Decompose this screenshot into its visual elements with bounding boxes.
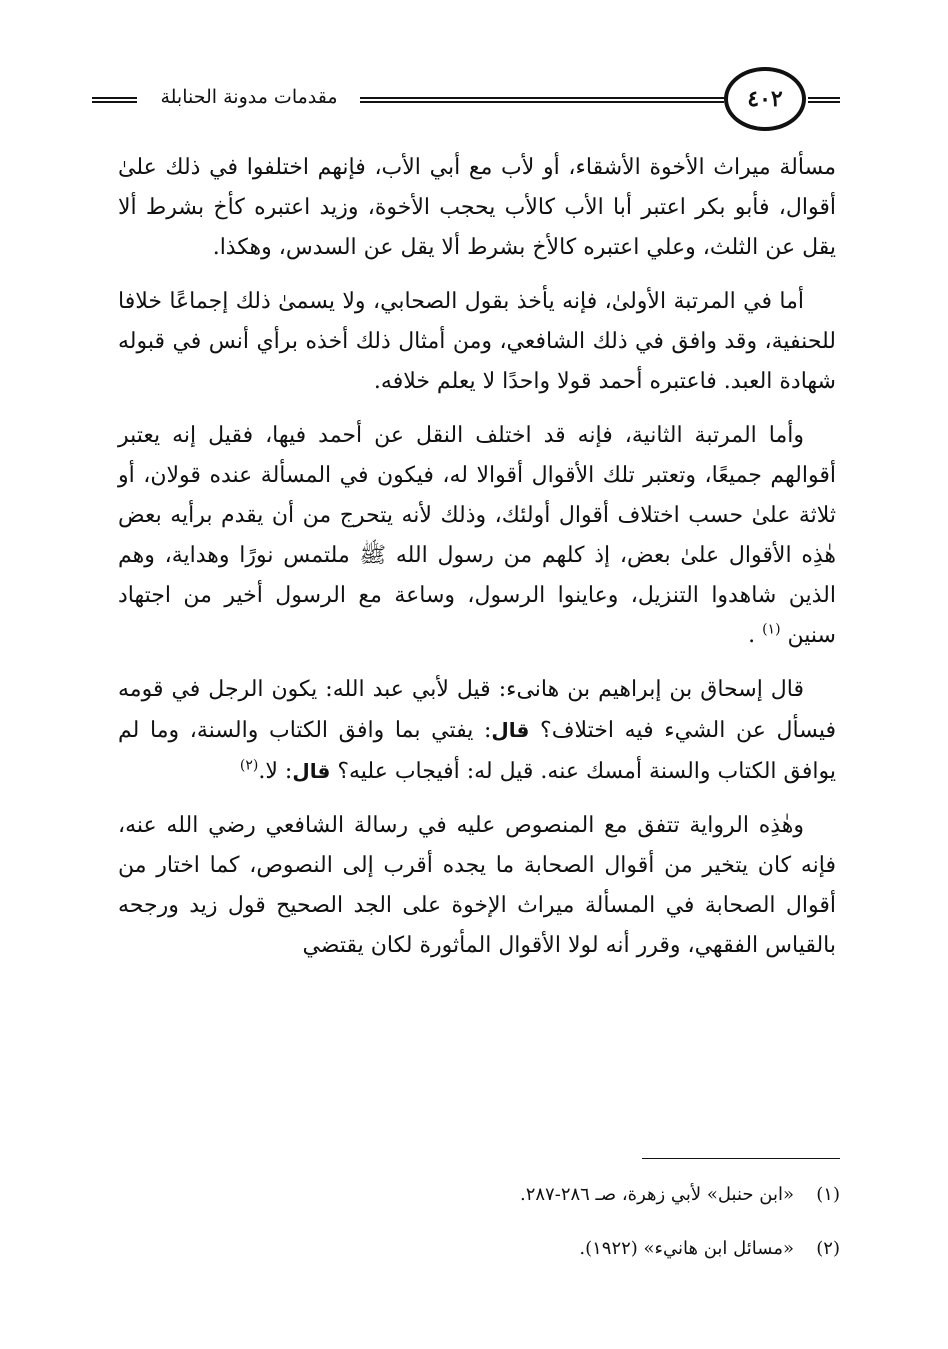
paragraph-4-text: قال إسحاق بن إبراهيم بن هانىء: قيل لأبي عبد الله: يكون الرجل في قومه فيسأل عن الشيء فيه اختلاف؟ bbox=[118, 677, 836, 743]
footnotes bbox=[118, 1168, 840, 1276]
paragraph-4-mid: : يفتي بما وافق الكتاب والسنة، وما لم يوافق الكتاب والسنة أمسك عنه. قيل له: أفيجاب عليه؟ bbox=[118, 718, 836, 784]
qal-2: قال bbox=[292, 759, 331, 783]
footnote-ref-1: (١) bbox=[762, 621, 781, 638]
paragraph-5: وهٰذِه الرواية تتفق مع المنصوص عليه في رسالة الشافعي رضي الله عنه، فإنه كان يتخير من أقوال الصحابة ما يجده أقرب إلى النصوص، كما اختار من أقوال الصحابة في المسألة ميراث الإخوة على الجد الصحيح قول زيد ورجحه بالقياس الفقهي، وقرر أنه لولا الأقوال المأثورة لكان يقتضي bbox=[118, 813, 836, 958]
footnote-separator bbox=[642, 1158, 840, 1159]
paragraph-1: مسألة ميراث الأخوة الأشقاء، أو لأب مع أبي الأب، فإنهم اختلفوا في ذلك علىٰ أقوال، فأبو بكر اعتبر أبا الأب كالأب يحجب الأخوة، وزيد اعتبره كأخ بشرط ألا يقل عن الثلث، وعلي اعتبره كالأخ بشرط ألا يقل عن السدس، وهكذا. bbox=[118, 155, 836, 260]
paragraph-3 bbox=[118, 416, 836, 656]
paragraph-4 bbox=[118, 670, 836, 792]
page-number: ٤٠٢ bbox=[724, 67, 806, 131]
main-text bbox=[118, 148, 836, 980]
header-rule-right bbox=[808, 97, 840, 103]
header-rule-middle bbox=[360, 97, 724, 103]
running-header bbox=[92, 60, 844, 140]
footnote-1 bbox=[118, 1168, 840, 1222]
paragraph-3-end: . bbox=[748, 623, 756, 648]
header-rule-left bbox=[92, 97, 137, 103]
paragraph-4-end: : لا. bbox=[258, 759, 293, 784]
footnote-2-text: «مسائل ابن هانيء» (١٩٢٢). bbox=[579, 1238, 794, 1259]
footnote-ref-2: (٢) bbox=[239, 757, 259, 774]
footnote-2-number: (٢) bbox=[816, 1238, 840, 1259]
paragraph-2: أما في المرتبة الأولىٰ، فإنه يأخذ بقول الصحابي، ولا يسمىٰ ذلك إجماعًا خلافا للحنفية، وقد وافق في ذلك الشافعي، ومن أمثال ذلك أخذه برأي أنس في قبوله شهادة العبد. فاعتبره أحمد قولا واحدًا لا يعلم خلافه. bbox=[118, 289, 837, 394]
footnote-1-number: (١) bbox=[816, 1184, 840, 1205]
qal-1: قال bbox=[491, 718, 530, 742]
footnote-1-text: «ابن حنبل» لأبي زهرة، صـ ٢٨٦-٢٨٧. bbox=[519, 1184, 794, 1205]
footnote-2 bbox=[118, 1222, 840, 1276]
paragraph-3-text: وأما المرتبة الثانية، فإنه قد اختلف النقل عن أحمد فيها، فقيل إنه يعتبر أقوالهم جميعًا، وتعتبر تلك الأقوال أقوالا له، فيكون في المسألة عنده قولان، أو ثلاثة علىٰ حسب اختلاف أقوال أولئك، وذلك لأنه يتحرج من أن يقدم برأيه بعض هٰذِه الأقوال علىٰ بعض، إذ كلهم من رسول الله ﷺ ملتمس نورًا وهداية، وهم الذين شاهدوا التنزيل، وعاينوا الرسول، وساعة مع الرسول أخير من اجتهاد سنين bbox=[118, 423, 836, 648]
header-title: مقدمات مدونة الحنابلة bbox=[160, 86, 338, 108]
